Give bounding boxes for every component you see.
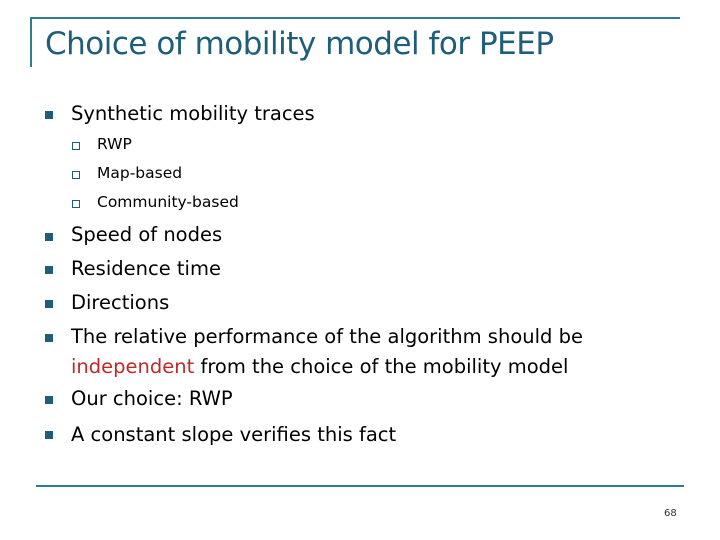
bullet-relative-performance-rest: from the choice of the mobility model [194, 355, 569, 378]
sub-bullet-community-based: Community-based [97, 193, 239, 211]
title-rule-vertical [30, 17, 32, 67]
sub-bullet-rwp: RWP [97, 135, 132, 153]
square-bullet-icon [45, 431, 53, 439]
bullet-residence-time: Residence time [71, 257, 221, 280]
slide-title: Choice of mobility model for PEEP [45, 26, 554, 62]
hollow-square-bullet-icon [72, 171, 80, 179]
square-bullet-icon [45, 233, 53, 241]
title-rule-horizontal [30, 17, 680, 19]
square-bullet-icon [45, 334, 53, 342]
hollow-square-bullet-icon [72, 200, 80, 208]
bullet-speed-of-nodes: Speed of nodes [71, 223, 223, 246]
sub-bullet-map-based: Map-based [97, 164, 183, 182]
bullet-constant-slope: A constant slope verifies this fact [71, 423, 397, 446]
highlight-independent: independent [71, 355, 195, 378]
footer-rule [36, 485, 684, 487]
bullet-relative-performance-line1: The relative performance of the algorithm should be [71, 325, 583, 348]
page-number: 68 [664, 508, 677, 519]
bullet-synthetic-mobility-traces: Synthetic mobility traces [71, 102, 315, 125]
bullet-relative-performance-line2 [71, 350, 568, 383]
square-bullet-icon [45, 300, 53, 308]
bullet-our-choice: Our choice: RWP [71, 387, 233, 410]
square-bullet-icon [45, 396, 53, 404]
square-bullet-icon [45, 111, 53, 119]
bullet-directions: Directions [71, 291, 170, 314]
hollow-square-bullet-icon [72, 142, 80, 150]
square-bullet-icon [45, 266, 53, 274]
